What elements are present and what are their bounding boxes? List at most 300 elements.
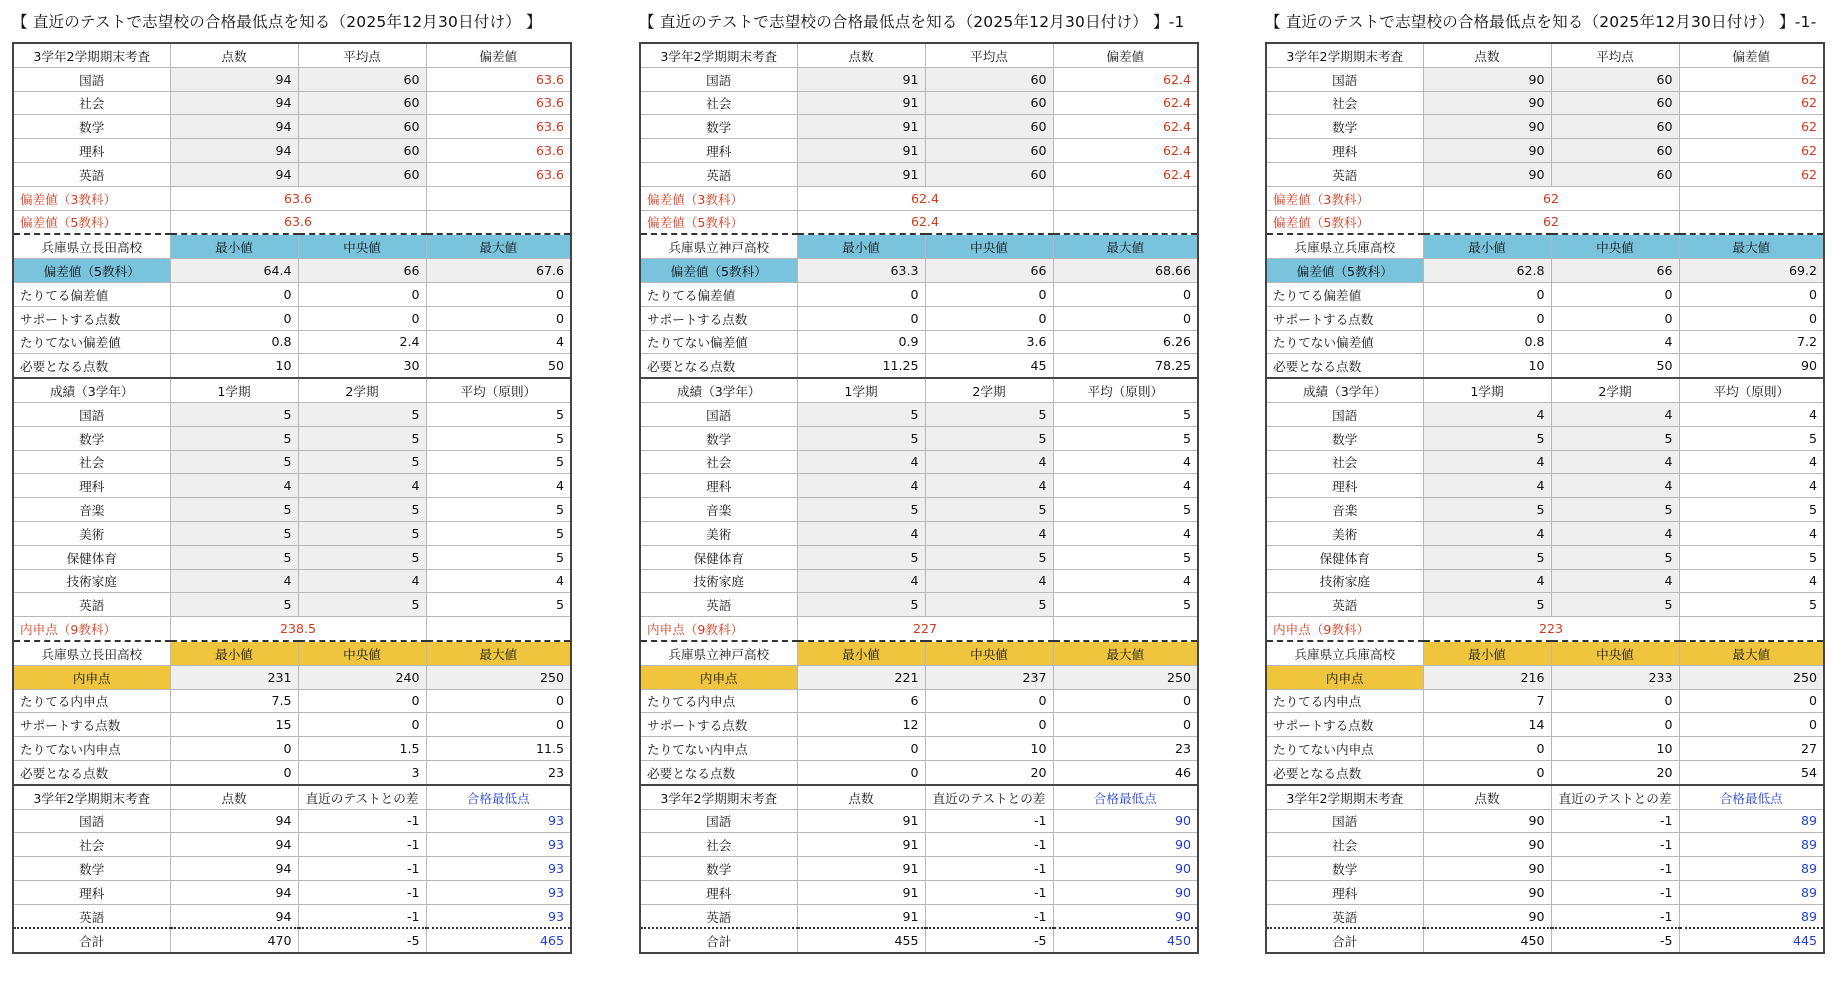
grade-cell: 5 bbox=[1053, 593, 1198, 617]
grade-cell: 5 bbox=[298, 593, 426, 617]
sheet-title: 【 直近のテストで志望校の合格最低点を知る（2025年12月30日付け） 】-1 bbox=[639, 13, 1185, 31]
row-label: 必要となる点数 bbox=[13, 760, 170, 784]
value-cell: 240 bbox=[298, 665, 426, 689]
score-cell: 90 bbox=[1423, 67, 1551, 91]
score-cell: 91 bbox=[797, 67, 925, 91]
school-name: 兵庫県立神戸高校 bbox=[640, 234, 797, 258]
subject-label: 国語 bbox=[640, 67, 797, 91]
grade-cell: 5 bbox=[1551, 426, 1679, 450]
deviation-cell: 62 bbox=[1679, 91, 1824, 115]
grade-cell: 5 bbox=[426, 593, 571, 617]
grade-cell: 4 bbox=[298, 569, 426, 593]
passing-score-cell: 89 bbox=[1679, 904, 1824, 928]
value-cell: 0 bbox=[298, 689, 426, 713]
subject-label: 理科 bbox=[640, 139, 797, 163]
subject-label: 英語 bbox=[13, 162, 170, 186]
grade-cell: 4 bbox=[1423, 474, 1551, 498]
table-row bbox=[13, 593, 571, 617]
score-cell: 91 bbox=[797, 115, 925, 139]
score-cell: 94 bbox=[170, 904, 298, 928]
value-cell: 10 bbox=[1551, 737, 1679, 761]
subject-label: 美術 bbox=[13, 521, 170, 545]
value-cell: 4 bbox=[426, 330, 571, 354]
table-row bbox=[640, 91, 1198, 115]
value-cell: 0 bbox=[426, 282, 571, 306]
column-header: 3学年2学期期末考査 bbox=[13, 785, 170, 809]
column-header: 最小値 bbox=[170, 234, 298, 258]
table-row bbox=[13, 450, 571, 474]
deviation-5-value: 62.4 bbox=[797, 210, 1053, 234]
passing-score-cell: 89 bbox=[1679, 833, 1824, 857]
column-header: 点数 bbox=[170, 43, 298, 67]
column-header: 1学期 bbox=[170, 378, 298, 402]
table-row bbox=[13, 521, 571, 545]
subject-label: 数学 bbox=[13, 115, 170, 139]
value-cell: 0 bbox=[170, 737, 298, 761]
school-name: 兵庫県立兵庫高校 bbox=[1266, 641, 1423, 665]
total-label: 合計 bbox=[640, 928, 797, 953]
header-row bbox=[640, 43, 1198, 67]
column-header: 1学期 bbox=[797, 378, 925, 402]
grade-cell: 5 bbox=[1423, 426, 1551, 450]
grade-cell: 5 bbox=[298, 426, 426, 450]
score-cell: 91 bbox=[797, 162, 925, 186]
grade-cell: 4 bbox=[170, 569, 298, 593]
passing-score-cell: 89 bbox=[1679, 880, 1824, 904]
subject-label: 国語 bbox=[13, 809, 170, 833]
subject-label: 国語 bbox=[640, 809, 797, 833]
table-row bbox=[13, 306, 571, 330]
header-row bbox=[1266, 43, 1824, 67]
school-name: 兵庫県立長田高校 bbox=[13, 641, 170, 665]
empty-cell bbox=[426, 617, 571, 641]
difference-cell: -1 bbox=[1551, 880, 1679, 904]
value-cell: 0 bbox=[1679, 282, 1824, 306]
value-cell: 0 bbox=[298, 306, 426, 330]
table-row bbox=[1266, 809, 1824, 833]
subject-label: 音楽 bbox=[1266, 498, 1423, 522]
score-sheet-panel bbox=[12, 8, 572, 954]
grade-cell: 5 bbox=[1679, 498, 1824, 522]
naishin-total-label: 内申点（9教科） bbox=[1266, 617, 1423, 641]
column-header: 合格最低点 bbox=[1679, 785, 1824, 809]
value-cell: 0 bbox=[925, 282, 1053, 306]
score-cell: 91 bbox=[797, 904, 925, 928]
grade-cell: 4 bbox=[1679, 474, 1824, 498]
subject-label: 国語 bbox=[1266, 809, 1423, 833]
row-label: たりてる内申点 bbox=[640, 689, 797, 713]
grade-cell: 5 bbox=[298, 521, 426, 545]
grade-cell: 5 bbox=[170, 593, 298, 617]
grade-cell: 5 bbox=[925, 498, 1053, 522]
column-header: 合格最低点 bbox=[1053, 785, 1198, 809]
value-cell: 0 bbox=[925, 689, 1053, 713]
difference-cell: -1 bbox=[1551, 904, 1679, 928]
average-cell: 60 bbox=[298, 162, 426, 186]
column-header: 中央値 bbox=[1551, 234, 1679, 258]
subject-label: 英語 bbox=[640, 162, 797, 186]
column-header: 1学期 bbox=[1423, 378, 1551, 402]
passing-score-cell: 90 bbox=[1053, 809, 1198, 833]
row-label: サポートする点数 bbox=[1266, 713, 1423, 737]
row-label: たりてる偏差値 bbox=[1266, 282, 1423, 306]
value-cell: 0 bbox=[1551, 689, 1679, 713]
grade-cell: 5 bbox=[1053, 545, 1198, 569]
value-cell: 66 bbox=[298, 259, 426, 283]
table-row bbox=[1266, 162, 1824, 186]
table-row bbox=[13, 426, 571, 450]
score-cell: 90 bbox=[1423, 880, 1551, 904]
empty-cell bbox=[1053, 186, 1198, 210]
subject-label: 理科 bbox=[1266, 139, 1423, 163]
grade-cell: 5 bbox=[925, 545, 1053, 569]
deviation-cell: 62 bbox=[1679, 139, 1824, 163]
value-cell: 0 bbox=[925, 713, 1053, 737]
row-label: 偏差値（5教科） bbox=[13, 259, 170, 283]
subject-label: 数学 bbox=[640, 857, 797, 881]
row-label: サポートする点数 bbox=[13, 713, 170, 737]
value-cell: 11.25 bbox=[797, 354, 925, 378]
deviation-cell: 62 bbox=[1679, 115, 1824, 139]
grade-cell: 4 bbox=[797, 569, 925, 593]
value-cell: 0 bbox=[797, 737, 925, 761]
table-row bbox=[13, 545, 571, 569]
subject-label: 英語 bbox=[1266, 904, 1423, 928]
value-cell: 0 bbox=[797, 282, 925, 306]
difference-cell: -1 bbox=[298, 904, 426, 928]
table-row bbox=[640, 115, 1198, 139]
value-cell: 23 bbox=[426, 760, 571, 784]
grade-cell: 4 bbox=[1551, 402, 1679, 426]
value-cell: 6.26 bbox=[1053, 330, 1198, 354]
difference-cell: -1 bbox=[925, 880, 1053, 904]
score-cell: 94 bbox=[170, 91, 298, 115]
table-row bbox=[1266, 617, 1824, 641]
column-header: 直近のテストとの差 bbox=[1551, 785, 1679, 809]
header-row bbox=[640, 378, 1198, 402]
row-label: 偏差値（5教科） bbox=[1266, 259, 1423, 283]
passing-score-cell: 93 bbox=[426, 904, 571, 928]
grade-cell: 4 bbox=[1551, 521, 1679, 545]
table-row bbox=[13, 354, 571, 378]
subject-label: 国語 bbox=[1266, 67, 1423, 91]
score-sheet-panel bbox=[1265, 8, 1825, 954]
empty-cell bbox=[1053, 210, 1198, 234]
table-row bbox=[640, 67, 1198, 91]
table-row bbox=[13, 713, 571, 737]
value-cell: 4 bbox=[1551, 330, 1679, 354]
total-passing-score: 445 bbox=[1679, 928, 1824, 953]
row-label: 必要となる点数 bbox=[640, 760, 797, 784]
deviation-cell: 63.6 bbox=[426, 67, 571, 91]
empty-cell bbox=[426, 210, 571, 234]
grade-cell: 4 bbox=[925, 569, 1053, 593]
grade-cell: 5 bbox=[298, 402, 426, 426]
column-header: 最大値 bbox=[1053, 641, 1198, 665]
value-cell: 0.8 bbox=[1423, 330, 1551, 354]
score-cell: 94 bbox=[170, 833, 298, 857]
column-header: 点数 bbox=[170, 785, 298, 809]
difference-cell: -1 bbox=[298, 880, 426, 904]
header-row bbox=[13, 641, 571, 665]
grade-cell: 5 bbox=[1551, 545, 1679, 569]
value-cell: 78.25 bbox=[1053, 354, 1198, 378]
table-row bbox=[640, 713, 1198, 737]
subject-label: 英語 bbox=[640, 904, 797, 928]
column-header: 点数 bbox=[797, 43, 925, 67]
empty-cell bbox=[426, 186, 571, 210]
column-header: 直近のテストとの差 bbox=[925, 785, 1053, 809]
value-cell: 45 bbox=[925, 354, 1053, 378]
column-header: 最大値 bbox=[1679, 641, 1824, 665]
grade-cell: 4 bbox=[1423, 402, 1551, 426]
grade-cell: 5 bbox=[298, 545, 426, 569]
value-cell: 7.5 bbox=[170, 689, 298, 713]
column-header: 最大値 bbox=[426, 641, 571, 665]
sheet-title: 【 直近のテストで志望校の合格最低点を知る（2025年12月30日付け） 】 bbox=[12, 13, 542, 31]
column-header: 2学期 bbox=[925, 378, 1053, 402]
column-header: 中央値 bbox=[298, 641, 426, 665]
value-cell: 250 bbox=[426, 665, 571, 689]
deviation-5-label: 偏差値（5教科） bbox=[640, 210, 797, 234]
grade-cell: 5 bbox=[426, 521, 571, 545]
table-row bbox=[13, 760, 571, 784]
column-header: 最小値 bbox=[1423, 641, 1551, 665]
average-cell: 60 bbox=[925, 162, 1053, 186]
value-cell: 50 bbox=[1551, 354, 1679, 378]
value-cell: 2.4 bbox=[298, 330, 426, 354]
header-row bbox=[13, 785, 571, 809]
table-row bbox=[1266, 91, 1824, 115]
subject-label: 英語 bbox=[1266, 593, 1423, 617]
deviation-cell: 63.6 bbox=[426, 91, 571, 115]
table-row bbox=[1266, 210, 1824, 234]
table-row bbox=[640, 210, 1198, 234]
score-cell: 91 bbox=[797, 809, 925, 833]
row-label: たりてる内申点 bbox=[1266, 689, 1423, 713]
empty-cell bbox=[1679, 210, 1824, 234]
subject-label: 理科 bbox=[13, 139, 170, 163]
deviation-5-label: 偏差値（5教科） bbox=[1266, 210, 1423, 234]
table-row bbox=[640, 689, 1198, 713]
table-row bbox=[13, 880, 571, 904]
deviation-3-value: 63.6 bbox=[170, 186, 426, 210]
value-cell: 0 bbox=[1423, 282, 1551, 306]
value-cell: 62.8 bbox=[1423, 259, 1551, 283]
total-row bbox=[13, 928, 571, 953]
grade-cell: 4 bbox=[1053, 521, 1198, 545]
column-header: 中央値 bbox=[925, 234, 1053, 258]
row-label: たりてない内申点 bbox=[640, 737, 797, 761]
subject-label: 国語 bbox=[640, 402, 797, 426]
value-cell: 0 bbox=[426, 713, 571, 737]
column-header: 最小値 bbox=[1423, 234, 1551, 258]
subject-label: 社会 bbox=[1266, 833, 1423, 857]
column-header: 平均（原則） bbox=[1053, 378, 1198, 402]
column-header: 2学期 bbox=[298, 378, 426, 402]
table-row bbox=[1266, 498, 1824, 522]
table-row bbox=[13, 737, 571, 761]
value-cell: 0 bbox=[1053, 306, 1198, 330]
table-row bbox=[640, 474, 1198, 498]
score-cell: 91 bbox=[797, 880, 925, 904]
grade-cell: 5 bbox=[426, 450, 571, 474]
value-cell: 0 bbox=[1053, 689, 1198, 713]
table-row bbox=[640, 402, 1198, 426]
value-cell: 0 bbox=[1423, 737, 1551, 761]
total-row bbox=[640, 928, 1198, 953]
score-cell: 94 bbox=[170, 139, 298, 163]
passing-score-cell: 93 bbox=[426, 857, 571, 881]
table-row bbox=[1266, 282, 1824, 306]
subject-label: 数学 bbox=[640, 426, 797, 450]
table-row bbox=[640, 186, 1198, 210]
grade-cell: 5 bbox=[925, 593, 1053, 617]
row-label: たりてない内申点 bbox=[13, 737, 170, 761]
subject-label: 理科 bbox=[13, 474, 170, 498]
score-cell: 91 bbox=[797, 139, 925, 163]
row-label: 内申点 bbox=[1266, 665, 1423, 689]
subject-label: 英語 bbox=[13, 904, 170, 928]
score-cell: 90 bbox=[1423, 91, 1551, 115]
table-row bbox=[13, 498, 571, 522]
subject-label: 社会 bbox=[640, 91, 797, 115]
school-name: 兵庫県立兵庫高校 bbox=[1266, 234, 1423, 258]
score-sheet-panel bbox=[639, 8, 1199, 954]
table-row bbox=[13, 474, 571, 498]
table-row bbox=[1266, 426, 1824, 450]
total-score: 450 bbox=[1423, 928, 1551, 953]
value-cell: 0 bbox=[1679, 306, 1824, 330]
value-cell: 1.5 bbox=[298, 737, 426, 761]
subject-label: 数学 bbox=[1266, 115, 1423, 139]
value-cell: 0.8 bbox=[170, 330, 298, 354]
deviation-cell: 62.4 bbox=[1053, 91, 1198, 115]
value-cell: 64.4 bbox=[170, 259, 298, 283]
difference-cell: -1 bbox=[298, 809, 426, 833]
value-cell: 7 bbox=[1423, 689, 1551, 713]
table-row bbox=[1266, 330, 1824, 354]
table-row bbox=[1266, 521, 1824, 545]
table-row bbox=[1266, 474, 1824, 498]
row-label: たりてない内申点 bbox=[1266, 737, 1423, 761]
subject-label: 社会 bbox=[1266, 91, 1423, 115]
difference-cell: -1 bbox=[925, 809, 1053, 833]
table-row bbox=[13, 67, 571, 91]
subject-label: 音楽 bbox=[640, 498, 797, 522]
value-cell: 0 bbox=[298, 713, 426, 737]
table-row bbox=[640, 259, 1198, 283]
deviation-5-value: 63.6 bbox=[170, 210, 426, 234]
table-row bbox=[1266, 186, 1824, 210]
value-cell: 46 bbox=[1053, 760, 1198, 784]
value-cell: 11.5 bbox=[426, 737, 571, 761]
value-cell: 0 bbox=[797, 306, 925, 330]
column-header: 平均点 bbox=[298, 43, 426, 67]
difference-cell: -1 bbox=[925, 833, 1053, 857]
grade-cell: 5 bbox=[797, 498, 925, 522]
subject-label: 理科 bbox=[640, 880, 797, 904]
grade-cell: 4 bbox=[1423, 450, 1551, 474]
header-row bbox=[640, 234, 1198, 258]
table-row bbox=[1266, 569, 1824, 593]
average-cell: 60 bbox=[1551, 115, 1679, 139]
table-row bbox=[640, 139, 1198, 163]
table-row bbox=[1266, 760, 1824, 784]
value-cell: 0 bbox=[170, 760, 298, 784]
value-cell: 0.9 bbox=[797, 330, 925, 354]
score-cell: 94 bbox=[170, 162, 298, 186]
grade-cell: 5 bbox=[426, 426, 571, 450]
value-cell: 10 bbox=[1423, 354, 1551, 378]
deviation-cell: 62.4 bbox=[1053, 139, 1198, 163]
score-cell: 91 bbox=[797, 91, 925, 115]
total-passing-score: 450 bbox=[1053, 928, 1198, 953]
value-cell: 0 bbox=[1423, 760, 1551, 784]
table-row bbox=[640, 737, 1198, 761]
subject-label: 保健体育 bbox=[640, 545, 797, 569]
table-row bbox=[640, 569, 1198, 593]
grade-cell: 4 bbox=[298, 474, 426, 498]
deviation-3-value: 62.4 bbox=[797, 186, 1053, 210]
value-cell: 0 bbox=[1551, 282, 1679, 306]
table-row bbox=[13, 402, 571, 426]
deviation-cell: 63.6 bbox=[426, 139, 571, 163]
grade-cell: 5 bbox=[426, 545, 571, 569]
column-header: 中央値 bbox=[298, 234, 426, 258]
deviation-cell: 63.6 bbox=[426, 115, 571, 139]
subject-label: 理科 bbox=[1266, 474, 1423, 498]
total-label: 合計 bbox=[1266, 928, 1423, 953]
grade-cell: 4 bbox=[925, 450, 1053, 474]
grade-cell: 4 bbox=[925, 474, 1053, 498]
score-cell: 90 bbox=[1423, 139, 1551, 163]
row-label: 必要となる点数 bbox=[640, 354, 797, 378]
school-name: 兵庫県立長田高校 bbox=[13, 234, 170, 258]
value-cell: 23 bbox=[1053, 737, 1198, 761]
table-row bbox=[640, 426, 1198, 450]
table-row bbox=[1266, 737, 1824, 761]
value-cell: 0 bbox=[298, 282, 426, 306]
grade-cell: 4 bbox=[1551, 569, 1679, 593]
row-label: 内申点 bbox=[13, 665, 170, 689]
grade-cell: 5 bbox=[1053, 402, 1198, 426]
grade-cell: 5 bbox=[170, 450, 298, 474]
row-label: たりてる偏差値 bbox=[13, 282, 170, 306]
passing-score-cell: 89 bbox=[1679, 857, 1824, 881]
value-cell: 15 bbox=[170, 713, 298, 737]
table-row bbox=[13, 809, 571, 833]
table-row bbox=[640, 593, 1198, 617]
value-cell: 231 bbox=[170, 665, 298, 689]
value-cell: 66 bbox=[1551, 259, 1679, 283]
value-cell: 0 bbox=[1551, 713, 1679, 737]
value-cell: 67.6 bbox=[426, 259, 571, 283]
grade-cell: 4 bbox=[1679, 450, 1824, 474]
grade-cell: 5 bbox=[1679, 426, 1824, 450]
deviation-3-value: 62 bbox=[1423, 186, 1679, 210]
column-header: 中央値 bbox=[925, 641, 1053, 665]
table-row bbox=[640, 904, 1198, 928]
subject-label: 数学 bbox=[1266, 857, 1423, 881]
average-cell: 60 bbox=[1551, 91, 1679, 115]
grade-cell: 4 bbox=[1053, 450, 1198, 474]
header-row bbox=[13, 234, 571, 258]
average-cell: 60 bbox=[925, 139, 1053, 163]
value-cell: 0 bbox=[1551, 306, 1679, 330]
grade-cell: 5 bbox=[170, 498, 298, 522]
table-row bbox=[640, 809, 1198, 833]
